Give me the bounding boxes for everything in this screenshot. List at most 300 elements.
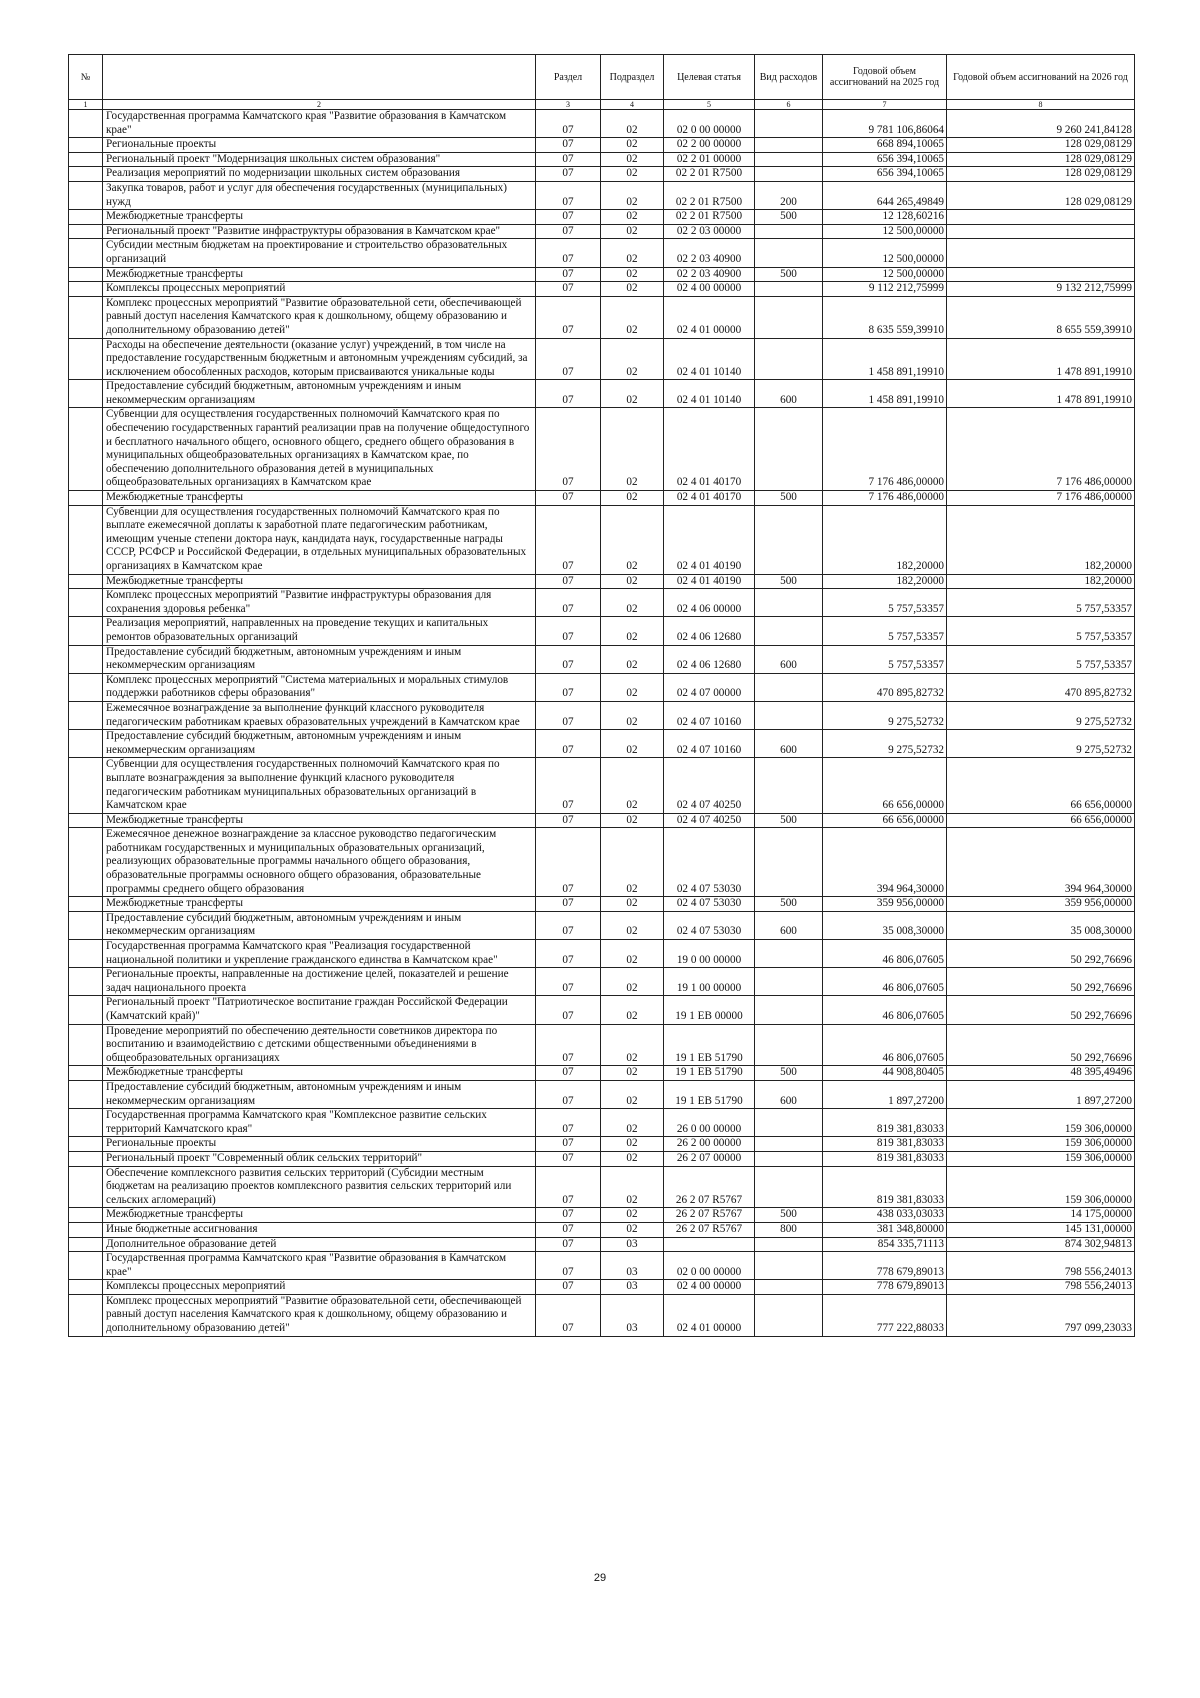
razdel-cell: 07 (536, 701, 601, 729)
target-article-cell: 02 4 01 00000 (664, 1294, 755, 1336)
row-name-cell: Расходы на обеспечение деятельности (оказание услуг) учреждений, в том числе на предоставление государственным бюджетным и автономным учреждениям субсидий, за исключением обособленных расходов, которым присваиваются уникальные коды (103, 338, 536, 380)
expense-type-cell (755, 1166, 823, 1208)
amount-2025-cell: 668 894,10065 (823, 138, 947, 153)
amount-2025-cell: 7 176 486,00000 (823, 491, 947, 506)
expense-type-cell (755, 224, 823, 239)
amount-2026-cell: 9 275,52732 (947, 701, 1135, 729)
row-name-cell: Межбюджетные трансферты (103, 491, 536, 506)
row-name-cell: Государственная программа Камчатского края "Развитие образования в Камчатском крае" (103, 110, 536, 138)
podrazdel-cell: 02 (601, 167, 664, 182)
razdel-cell: 07 (536, 968, 601, 996)
podrazdel-cell: 02 (601, 1222, 664, 1237)
razdel-cell: 07 (536, 491, 601, 506)
amount-2026-cell: 7 176 486,00000 (947, 491, 1135, 506)
target-article-cell: 26 2 00 00000 (664, 1137, 755, 1152)
amount-2025-cell: 5 757,53357 (823, 589, 947, 617)
row-number-cell (69, 1151, 103, 1166)
expense-type-cell (755, 673, 823, 701)
expense-type-cell: 500 (755, 574, 823, 589)
row-number-cell (69, 1166, 103, 1208)
expense-type-cell: 600 (755, 380, 823, 408)
table-row (69, 701, 1135, 729)
razdel-cell: 07 (536, 380, 601, 408)
podrazdel-cell: 02 (601, 730, 664, 758)
row-name-cell: Предоставление субсидий бюджетным, автономным учреждениям и иным некоммерческим организациям (103, 1080, 536, 1108)
expense-type-cell (755, 1151, 823, 1166)
table-row (69, 338, 1135, 380)
table-row (69, 138, 1135, 153)
expense-type-cell: 500 (755, 210, 823, 225)
row-name-cell: Межбюджетные трансферты (103, 813, 536, 828)
header-podrazdel: Подраздел (601, 55, 664, 100)
razdel-cell: 07 (536, 617, 601, 645)
razdel-cell: 07 (536, 1222, 601, 1237)
expense-type-cell (755, 1137, 823, 1152)
amount-2026-cell: 1 478 891,19910 (947, 380, 1135, 408)
target-article-cell: 26 2 07 R5767 (664, 1208, 755, 1223)
amount-2025-cell: 12 500,00000 (823, 267, 947, 282)
column-number: 7 (823, 100, 947, 110)
amount-2026-cell: 470 895,82732 (947, 673, 1135, 701)
podrazdel-cell: 02 (601, 505, 664, 574)
column-number: 6 (755, 100, 823, 110)
razdel-cell: 07 (536, 758, 601, 813)
expense-type-cell (755, 1280, 823, 1295)
amount-2026-cell: 8 655 559,39910 (947, 296, 1135, 338)
row-number-cell (69, 224, 103, 239)
header-razdel: Раздел (536, 55, 601, 100)
table-row (69, 897, 1135, 912)
column-number: 2 (103, 100, 536, 110)
amount-2026-cell: 145 131,00000 (947, 1222, 1135, 1237)
amount-2025-cell: 182,20000 (823, 505, 947, 574)
amount-2025-cell: 359 956,00000 (823, 897, 947, 912)
expense-type-cell (755, 1237, 823, 1252)
row-number-cell (69, 617, 103, 645)
podrazdel-cell: 02 (601, 138, 664, 153)
amount-2025-cell: 777 222,88033 (823, 1294, 947, 1336)
row-name-cell: Региональные проекты (103, 1137, 536, 1152)
row-number-cell (69, 491, 103, 506)
row-number-cell (69, 1066, 103, 1081)
razdel-cell: 07 (536, 296, 601, 338)
row-name-cell: Ежемесячное вознаграждение за выполнение функций классного руководителя педагогическим работникам краевых образовательных учреждений в Камчатском крае (103, 701, 536, 729)
header-year-2025: Годовой объем ассигнований на 2025 год (823, 55, 947, 100)
podrazdel-cell: 03 (601, 1280, 664, 1295)
table-row (69, 1151, 1135, 1166)
table-row (69, 296, 1135, 338)
podrazdel-cell: 02 (601, 1109, 664, 1137)
amount-2025-cell: 470 895,82732 (823, 673, 947, 701)
target-article-cell: 02 4 01 10140 (664, 338, 755, 380)
row-number-cell (69, 239, 103, 267)
podrazdel-cell: 02 (601, 813, 664, 828)
target-article-cell: 02 4 01 10140 (664, 380, 755, 408)
page-number: 29 (593, 1572, 607, 1584)
razdel-cell: 07 (536, 911, 601, 939)
amount-2025-cell: 9 275,52732 (823, 730, 947, 758)
expense-type-cell: 200 (755, 181, 823, 209)
podrazdel-cell: 02 (601, 224, 664, 239)
row-name-cell: Региональные проекты (103, 138, 536, 153)
target-article-cell: 02 2 01 00000 (664, 152, 755, 167)
razdel-cell: 07 (536, 138, 601, 153)
expense-type-cell (755, 282, 823, 297)
header-name (103, 55, 536, 100)
amount-2025-cell: 819 381,83033 (823, 1151, 947, 1166)
target-article-cell: 02 4 01 40190 (664, 574, 755, 589)
amount-2025-cell: 438 033,03033 (823, 1208, 947, 1223)
amount-2026-cell: 5 757,53357 (947, 645, 1135, 673)
target-article-cell: 02 4 01 40170 (664, 491, 755, 506)
target-article-cell: 19 0 00 00000 (664, 940, 755, 968)
podrazdel-cell: 02 (601, 1024, 664, 1066)
target-article-cell: 02 4 07 40250 (664, 758, 755, 813)
row-number-cell (69, 282, 103, 297)
target-article-cell: 26 0 00 00000 (664, 1109, 755, 1137)
row-name-cell: Предоставление субсидий бюджетным, автономным учреждениям и иным некоммерческим организациям (103, 645, 536, 673)
row-name-cell: Региональный проект "Патриотическое воспитание граждан Российской Федерации (Камчатский край)" (103, 996, 536, 1024)
razdel-cell: 07 (536, 505, 601, 574)
row-number-cell (69, 645, 103, 673)
amount-2025-cell: 778 679,89013 (823, 1252, 947, 1280)
row-number-cell (69, 267, 103, 282)
target-article-cell: 02 4 07 53030 (664, 828, 755, 897)
razdel-cell: 07 (536, 1237, 601, 1252)
podrazdel-cell: 03 (601, 1294, 664, 1336)
table-row (69, 1280, 1135, 1295)
razdel-cell: 07 (536, 110, 601, 138)
amount-2025-cell: 12 500,00000 (823, 239, 947, 267)
target-article-cell: 02 2 03 00000 (664, 224, 755, 239)
podrazdel-cell: 02 (601, 1137, 664, 1152)
table-row (69, 828, 1135, 897)
amount-2025-cell: 5 757,53357 (823, 645, 947, 673)
razdel-cell: 07 (536, 940, 601, 968)
row-number-cell (69, 1024, 103, 1066)
row-name-cell: Субвенции для осуществления государственных полномочий Камчатского края по выплате вознаграждения за выполнение функций класного руководителя педагогическим работникам муниципальных образовательных организаций в Камчатском крае (103, 758, 536, 813)
table-row (69, 1080, 1135, 1108)
header-row (69, 55, 1135, 100)
expense-type-cell: 500 (755, 267, 823, 282)
row-name-cell: Реализация мероприятий по модернизации школьных систем образования (103, 167, 536, 182)
table-row (69, 110, 1135, 138)
amount-2026-cell: 159 306,00000 (947, 1137, 1135, 1152)
row-number-cell (69, 589, 103, 617)
podrazdel-cell: 02 (601, 701, 664, 729)
amount-2026-cell: 1 897,27200 (947, 1080, 1135, 1108)
budget-table (68, 54, 1135, 1337)
table-row (69, 813, 1135, 828)
amount-2025-cell: 644 265,49849 (823, 181, 947, 209)
amount-2026-cell: 9 275,52732 (947, 730, 1135, 758)
podrazdel-cell: 02 (601, 110, 664, 138)
row-name-cell: Реализация мероприятий, направленных на проведение текущих и капитальных ремонтов образовательных организаций (103, 617, 536, 645)
target-article-cell: 02 4 06 00000 (664, 589, 755, 617)
row-name-cell: Комплекс процессных мероприятий "Развитие образовательной сети, обеспечивающей равный доступ населения Камчатского края к дошкольному, общему образованию и дополнительному образованию детей" (103, 1294, 536, 1336)
table-row (69, 574, 1135, 589)
amount-2025-cell: 656 394,10065 (823, 152, 947, 167)
row-number-cell (69, 152, 103, 167)
expense-type-cell (755, 167, 823, 182)
target-article-cell: 02 2 00 00000 (664, 138, 755, 153)
amount-2026-cell: 14 175,00000 (947, 1208, 1135, 1223)
row-number-cell (69, 1237, 103, 1252)
razdel-cell: 07 (536, 1137, 601, 1152)
table-row (69, 1208, 1135, 1223)
amount-2025-cell: 44 908,80405 (823, 1066, 947, 1081)
target-article-cell: 02 4 00 00000 (664, 282, 755, 297)
razdel-cell: 07 (536, 1166, 601, 1208)
podrazdel-cell: 02 (601, 758, 664, 813)
expense-type-cell (755, 152, 823, 167)
amount-2026-cell: 9 260 241,84128 (947, 110, 1135, 138)
table-row (69, 645, 1135, 673)
row-name-cell: Межбюджетные трансферты (103, 267, 536, 282)
amount-2025-cell: 778 679,89013 (823, 1280, 947, 1295)
amount-2025-cell: 66 656,00000 (823, 758, 947, 813)
row-name-cell: Государственная программа Камчатского края "Развитие образования в Камчатском крае" (103, 1252, 536, 1280)
table-row (69, 968, 1135, 996)
amount-2026-cell: 5 757,53357 (947, 589, 1135, 617)
amount-2026-cell: 128 029,08129 (947, 167, 1135, 182)
razdel-cell: 07 (536, 267, 601, 282)
expense-type-cell: 500 (755, 491, 823, 506)
row-number-cell (69, 1109, 103, 1137)
expense-type-cell (755, 505, 823, 574)
amount-2026-cell: 798 556,24013 (947, 1252, 1135, 1280)
row-name-cell: Комплекс процессных мероприятий "Развитие образовательной сети, обеспечивающей равный доступ населения Камчатского края к дошкольному, общему образованию и дополнительному образованию детей" (103, 296, 536, 338)
row-name-cell: Комплексы процессных мероприятий (103, 1280, 536, 1295)
row-name-cell: Иные бюджетные ассигнования (103, 1222, 536, 1237)
expense-type-cell: 500 (755, 813, 823, 828)
razdel-cell: 07 (536, 1294, 601, 1336)
amount-2026-cell: 50 292,76696 (947, 968, 1135, 996)
row-name-cell: Комплексы процессных мероприятий (103, 282, 536, 297)
amount-2025-cell: 5 757,53357 (823, 617, 947, 645)
row-name-cell: Закупка товаров, работ и услуг для обеспечения государственных (муниципальных) нужд (103, 181, 536, 209)
row-name-cell: Обеспечение комплексного развития сельских территорий (Субсидии местным бюджетам на реализацию проектов комплексного развития сельских территорий или сельских агломераций) (103, 1166, 536, 1208)
target-article-cell: 19 1 EB 51790 (664, 1024, 755, 1066)
amount-2025-cell: 819 381,83033 (823, 1137, 947, 1152)
razdel-cell: 07 (536, 1280, 601, 1295)
row-number-cell (69, 897, 103, 912)
amount-2026-cell: 9 132 212,75999 (947, 282, 1135, 297)
table-row (69, 267, 1135, 282)
amount-2026-cell (947, 224, 1135, 239)
podrazdel-cell: 02 (601, 1166, 664, 1208)
target-article-cell: 02 2 01 R7500 (664, 167, 755, 182)
amount-2025-cell: 819 381,83033 (823, 1109, 947, 1137)
table-row (69, 210, 1135, 225)
amount-2026-cell (947, 267, 1135, 282)
expense-type-cell (755, 296, 823, 338)
target-article-cell: 02 4 07 10160 (664, 701, 755, 729)
amount-2025-cell: 46 806,07605 (823, 968, 947, 996)
podrazdel-cell: 02 (601, 338, 664, 380)
expense-type-cell (755, 1024, 823, 1066)
row-name-cell: Межбюджетные трансферты (103, 210, 536, 225)
row-number-cell (69, 730, 103, 758)
row-name-cell: Региональные проекты, направленные на достижение целей, показателей и решение задач национального проекта (103, 968, 536, 996)
podrazdel-cell: 02 (601, 267, 664, 282)
row-name-cell: Государственная программа Камчатского края "Реализация государственной национальной политики и укрепление гражданского единства в Камчатском крае" (103, 940, 536, 968)
target-article-cell: 19 1 EB 51790 (664, 1080, 755, 1108)
expense-type-cell: 500 (755, 1208, 823, 1223)
amount-2026-cell: 159 306,00000 (947, 1151, 1135, 1166)
amount-2025-cell: 381 348,80000 (823, 1222, 947, 1237)
amount-2025-cell: 182,20000 (823, 574, 947, 589)
podrazdel-cell: 02 (601, 589, 664, 617)
expense-type-cell (755, 110, 823, 138)
table-row (69, 1109, 1135, 1137)
amount-2026-cell: 159 306,00000 (947, 1109, 1135, 1137)
table-row (69, 181, 1135, 209)
expense-type-cell (755, 1294, 823, 1336)
row-name-cell: Региональный проект "Модернизация школьных систем образования" (103, 152, 536, 167)
expense-type-cell (755, 408, 823, 491)
row-number-cell (69, 181, 103, 209)
target-article-cell (664, 1237, 755, 1252)
expense-type-cell (755, 968, 823, 996)
row-name-cell: Предоставление субсидий бюджетным, автономным учреждениям и иным некоммерческим организациям (103, 911, 536, 939)
table-row (69, 224, 1135, 239)
razdel-cell: 07 (536, 167, 601, 182)
razdel-cell: 07 (536, 673, 601, 701)
expense-type-cell (755, 1109, 823, 1137)
amount-2025-cell: 8 635 559,39910 (823, 296, 947, 338)
amount-2025-cell: 35 008,30000 (823, 911, 947, 939)
row-number-cell (69, 574, 103, 589)
column-number: 5 (664, 100, 755, 110)
row-number-cell (69, 1080, 103, 1108)
target-article-cell: 02 2 01 R7500 (664, 181, 755, 209)
amount-2026-cell: 394 964,30000 (947, 828, 1135, 897)
row-number-cell (69, 940, 103, 968)
amount-2026-cell: 50 292,76696 (947, 940, 1135, 968)
target-article-cell: 02 4 07 53030 (664, 897, 755, 912)
amount-2025-cell: 854 335,71113 (823, 1237, 947, 1252)
amount-2026-cell: 66 656,00000 (947, 758, 1135, 813)
row-number-cell (69, 701, 103, 729)
amount-2025-cell: 46 806,07605 (823, 996, 947, 1024)
amount-2025-cell: 9 781 106,86064 (823, 110, 947, 138)
target-article-cell: 02 4 01 00000 (664, 296, 755, 338)
amount-2026-cell: 182,20000 (947, 574, 1135, 589)
amount-2026-cell: 66 656,00000 (947, 813, 1135, 828)
podrazdel-cell: 02 (601, 491, 664, 506)
row-name-cell: Предоставление субсидий бюджетным, автономным учреждениям и иным некоммерческим организациям (103, 380, 536, 408)
table-row (69, 282, 1135, 297)
row-number-cell (69, 828, 103, 897)
amount-2026-cell: 35 008,30000 (947, 911, 1135, 939)
row-name-cell: Региональный проект "Современный облик сельских территорий" (103, 1151, 536, 1166)
amount-2025-cell: 46 806,07605 (823, 940, 947, 968)
target-article-cell: 02 4 00 00000 (664, 1280, 755, 1295)
razdel-cell: 07 (536, 897, 601, 912)
row-number-cell (69, 1252, 103, 1280)
header-target-article: Целевая статья (664, 55, 755, 100)
table-row (69, 911, 1135, 939)
amount-2025-cell: 9 112 212,75999 (823, 282, 947, 297)
table-row (69, 730, 1135, 758)
column-number: 3 (536, 100, 601, 110)
expense-type-cell (755, 758, 823, 813)
row-name-cell: Дополнительное образование детей (103, 1237, 536, 1252)
budget-table-container (68, 54, 1134, 1337)
row-number-cell (69, 1280, 103, 1295)
razdel-cell: 07 (536, 645, 601, 673)
header-year-2026: Годовой объем ассигнований на 2026 год (947, 55, 1135, 100)
amount-2026-cell: 798 556,24013 (947, 1280, 1135, 1295)
podrazdel-cell: 02 (601, 828, 664, 897)
table-row (69, 996, 1135, 1024)
target-article-cell: 02 4 01 40190 (664, 505, 755, 574)
podrazdel-cell: 02 (601, 239, 664, 267)
amount-2026-cell: 128 029,08129 (947, 181, 1135, 209)
razdel-cell: 07 (536, 1080, 601, 1108)
table-row (69, 505, 1135, 574)
header-expense-type: Вид расходов (755, 55, 823, 100)
target-article-cell: 02 2 01 R7500 (664, 210, 755, 225)
target-article-cell: 26 2 07 00000 (664, 1151, 755, 1166)
razdel-cell: 07 (536, 1151, 601, 1166)
table-row (69, 758, 1135, 813)
razdel-cell: 07 (536, 813, 601, 828)
target-article-cell: 02 2 03 40900 (664, 267, 755, 282)
row-number-cell (69, 210, 103, 225)
razdel-cell: 07 (536, 210, 601, 225)
expense-type-cell (755, 1252, 823, 1280)
table-row (69, 167, 1135, 182)
expense-type-cell (755, 138, 823, 153)
row-name-cell: Ежемесячное денежное вознаграждение за классное руководство педагогическим работникам государственных и муниципальных образовательных организаций, реализующих образовательные программы начального общего образования, образовательные программы основного общего образования, образовательные программы среднего общего образования (103, 828, 536, 897)
row-number-cell (69, 296, 103, 338)
razdel-cell: 07 (536, 181, 601, 209)
amount-2026-cell: 1 478 891,19910 (947, 338, 1135, 380)
row-name-cell: Комплекс процессных мероприятий "Система материальных и моральных стимулов поддержки работников сферы образования" (103, 673, 536, 701)
amount-2026-cell: 128 029,08129 (947, 138, 1135, 153)
row-name-cell: Комплекс процессных мероприятий "Развитие инфраструктуры образования для сохранения здоровья ребенка" (103, 589, 536, 617)
row-name-cell: Межбюджетные трансферты (103, 897, 536, 912)
target-article-cell: 02 4 06 12680 (664, 645, 755, 673)
razdel-cell: 07 (536, 1208, 601, 1223)
column-number: 4 (601, 100, 664, 110)
target-article-cell: 02 4 07 40250 (664, 813, 755, 828)
table-row (69, 940, 1135, 968)
podrazdel-cell: 02 (601, 1080, 664, 1108)
amount-2026-cell: 50 292,76696 (947, 996, 1135, 1024)
column-number: 1 (69, 100, 103, 110)
row-number-cell (69, 911, 103, 939)
table-row (69, 239, 1135, 267)
row-number-cell (69, 110, 103, 138)
expense-type-cell (755, 589, 823, 617)
row-number-cell (69, 673, 103, 701)
row-name-cell: Субвенции для осуществления государственных полномочий Камчатского края по обеспечению государственных гарантий реализации прав на получение общедоступного и бесплатного начального общего, основного общего, среднего общего образования в муниципальных общеобразовательных организациях в Камчатском крае, по обеспечению дополнительного образования детей в муниципальных общеобразовательных организациях в Камчатском крае (103, 408, 536, 491)
amount-2025-cell: 7 176 486,00000 (823, 408, 947, 491)
podrazdel-cell: 02 (601, 968, 664, 996)
table-row (69, 589, 1135, 617)
target-article-cell: 19 1 00 00000 (664, 968, 755, 996)
table-row (69, 1222, 1135, 1237)
podrazdel-cell: 02 (601, 1208, 664, 1223)
amount-2026-cell: 874 302,94813 (947, 1237, 1135, 1252)
podrazdel-cell: 02 (601, 911, 664, 939)
podrazdel-cell: 02 (601, 617, 664, 645)
table-row (69, 152, 1135, 167)
razdel-cell: 07 (536, 828, 601, 897)
